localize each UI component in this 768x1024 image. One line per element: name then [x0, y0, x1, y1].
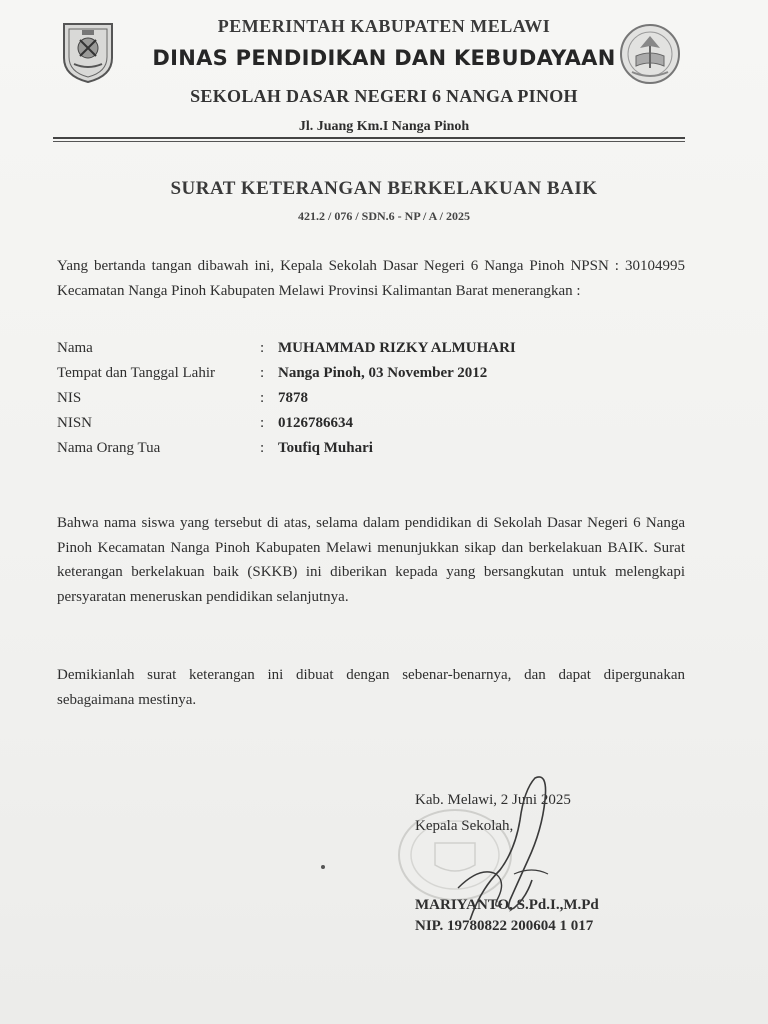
field-value: 0126786634 [278, 415, 353, 431]
field-value: Nanga Pinoh, 03 November 2012 [278, 365, 488, 381]
signature-place-date: Kab. Melawi, 2 Juni 2025 [415, 792, 571, 808]
field-value: Toufiq Muhari [278, 440, 373, 456]
letterhead-rule-thin [53, 141, 685, 142]
signatory-name: MARIYANTO, S.Pd.I.,M.Pd [415, 897, 599, 913]
handwritten-signature-icon [440, 770, 560, 930]
school-address: Jl. Juang Km.I Nanga Pinoh [298, 119, 470, 134]
field-colon: : [260, 340, 265, 356]
field-colon: : [260, 415, 265, 431]
field-label: NIS [57, 390, 82, 406]
field-colon: : [260, 390, 265, 406]
government-heading: PEMERINTAH KABUPATEN MELAWI [217, 16, 551, 36]
field-colon: : [260, 440, 265, 456]
opening-paragraph: Yang bertanda tangan dibawah ini, Kepala Sekolah Dasar Negeri 6 Nanga Pinoh NPSN : 30104995 Kecamatan Nanga Pinoh Kabupaten Melawi Provinsi Kalimantan Barat menerangkan : [57, 258, 685, 299]
field-label: NISN [57, 415, 93, 431]
statement-paragraph: Bahwa nama siswa yang tersebut di atas, selama dalam pendidikan di Sekolah Dasar Negeri 6 Nanga Pinoh Kecamatan Nanga Pinoh Kabupaten Melawi menunjukkan sikap dan berkelakuan BAIK. Surat keterangan berkelakuan baik (SKKB) ini diberikan kepada yang bersangkutan untuk melengkapi persyaratan meneruskan pendidikan selanjutnya. [57, 515, 685, 605]
school-heading: SEKOLAH DASAR NEGERI 6 NANGA PINOH [190, 86, 578, 106]
scan-speck [321, 865, 325, 869]
field-value: 7878 [278, 390, 308, 406]
document-title: SURAT KETERANGAN BERKELAKUAN BAIK [170, 178, 598, 199]
letterhead-rule-thick [53, 137, 685, 139]
department-heading: DINAS PENDIDIKAN DAN KEBUDAYAAN [152, 46, 616, 70]
field-colon: : [260, 365, 265, 381]
field-label: Nama [57, 340, 93, 356]
document-number: 421.2 / 076 / SDN.6 - NP / A / 2025 [297, 209, 470, 223]
signatory-nip: NIP. 19780822 200604 1 017 [415, 918, 594, 934]
field-label: Nama Orang Tua [57, 440, 161, 456]
field-label: Tempat dan Tanggal Lahir [57, 365, 215, 381]
closing-paragraph: Demikianlah surat keterangan ini dibuat dengan sebenar-benarnya, dan dapat dipergunakan sebagaimana mestinya. [57, 667, 685, 708]
signature-role: Kepala Sekolah, [415, 818, 514, 834]
field-value: MUHAMMAD RIZKY ALMUHARI [278, 340, 516, 356]
